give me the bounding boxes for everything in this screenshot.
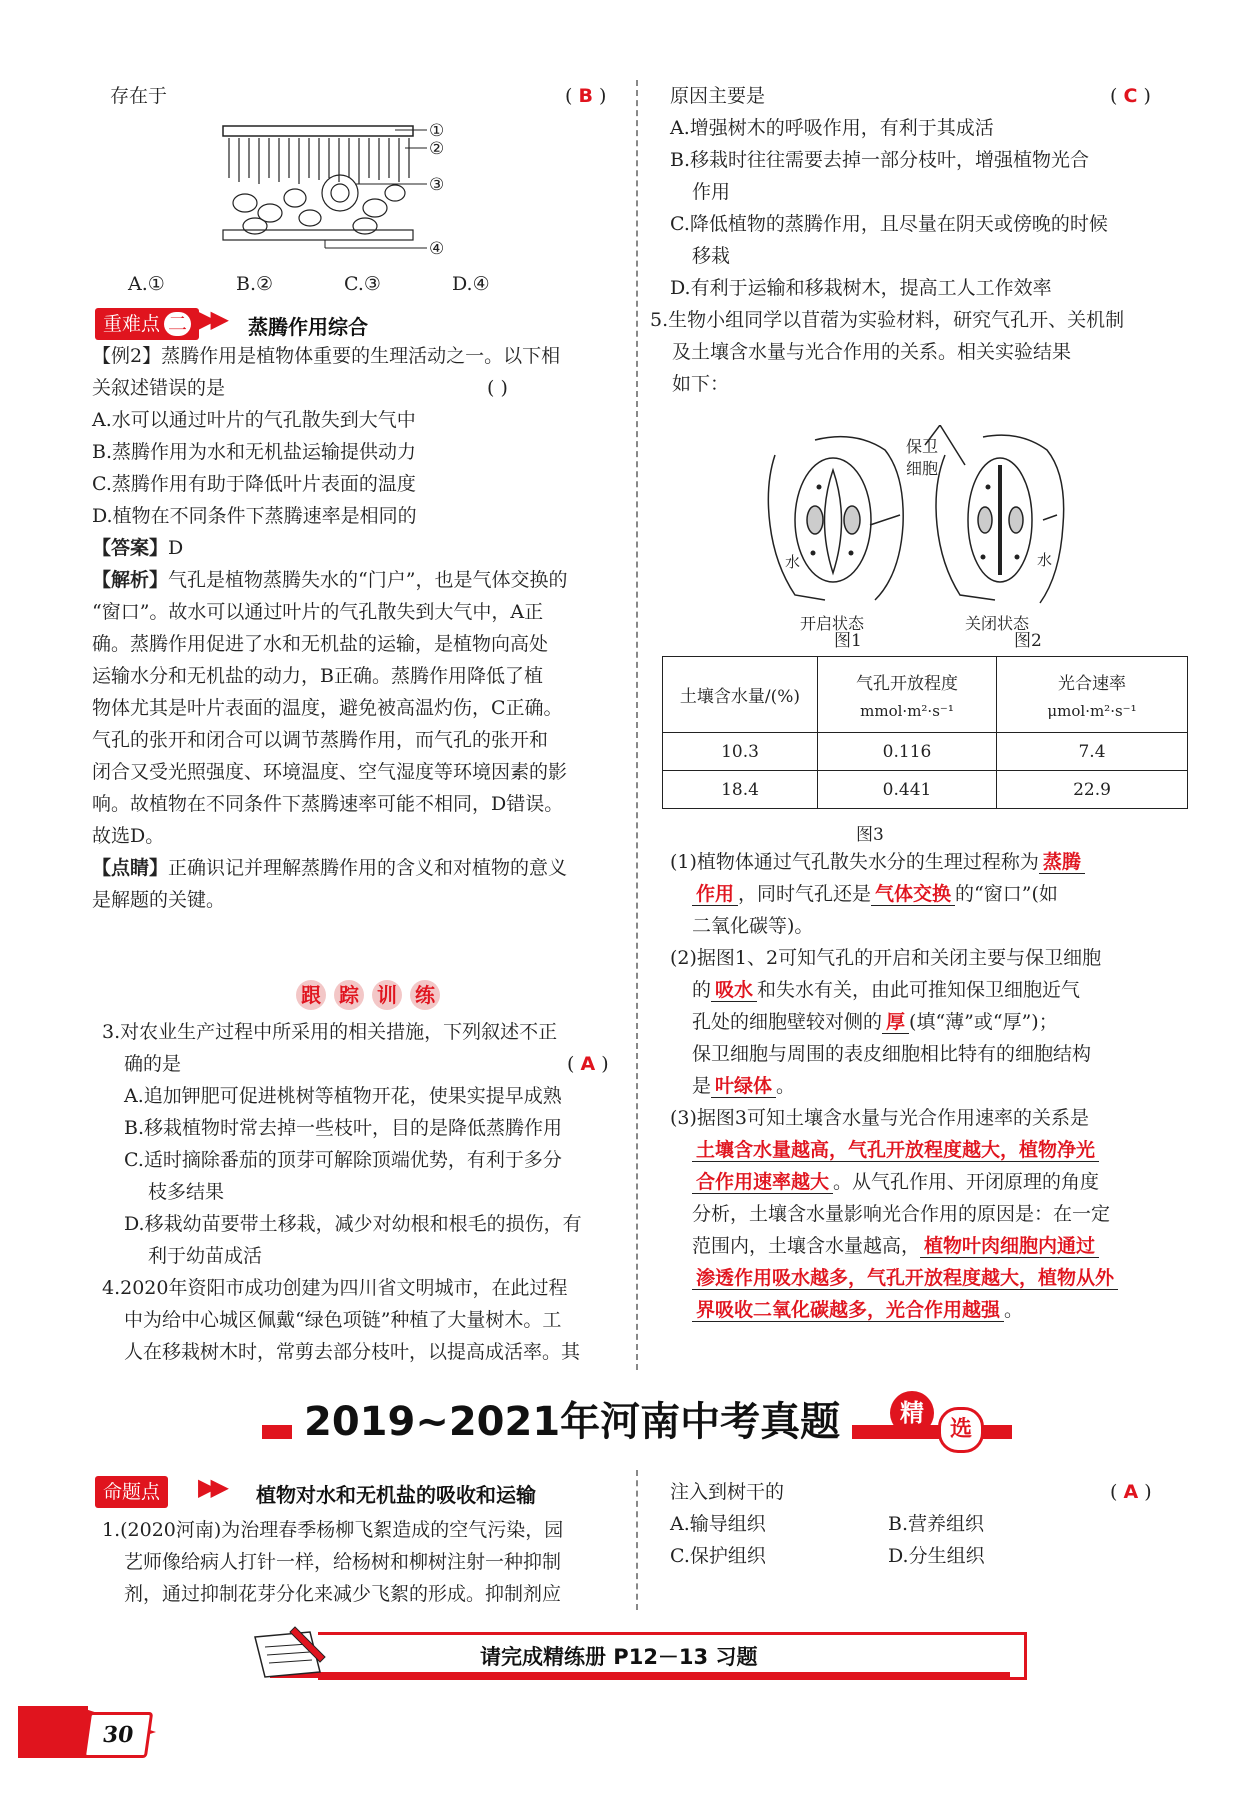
section-num-badge: 二 — [164, 312, 191, 336]
answer-blank: 厚 — [882, 1011, 909, 1034]
option-c: C.蒸腾作用有助于降低叶片表面的温度 — [92, 473, 416, 495]
sub-text: 。 — [1004, 1299, 1024, 1321]
answer-value: B — [578, 85, 593, 107]
practice-char: 踪 — [334, 980, 364, 1010]
answer-blank: 吸水 — [711, 979, 757, 1002]
answer-blank: 渗透作用吸水越多，气孔开放程度越大，植物从外 — [692, 1267, 1118, 1290]
option-a: A.输导组织 — [670, 1513, 766, 1535]
question-3 — [102, 1016, 632, 1272]
example-line: 关叙述错误的是 — [92, 377, 226, 399]
sub-text: 孔处的细胞壁较对侧的 — [692, 1011, 883, 1033]
analysis-line: 物体尤其是叶片表面的温度，避免被高温灼伤，C正确。 — [92, 697, 563, 719]
option-a: A.增强树木的呼吸作用，有利于其成活 — [670, 117, 994, 139]
banner-title: 2019~2021年河南中考真题 — [292, 1395, 852, 1449]
tip-line: 正确识记并理解蒸腾作用的含义和对植物的意义 — [168, 857, 568, 879]
diagram-label: ① — [429, 121, 445, 141]
practice-char: 练 — [410, 980, 440, 1010]
diagram-label: ③ — [429, 175, 445, 195]
column-divider — [636, 80, 638, 1370]
option-c: C.降低植物的蒸腾作用，且尽量在阴天或傍晚的时候 — [670, 213, 1108, 235]
question-line: 确的是 — [124, 1053, 182, 1075]
sub-text: (填“薄”或“厚”)； — [909, 1011, 1058, 1033]
q5-subquestions — [670, 846, 1200, 1326]
answer-paren: ( A ) — [567, 1053, 609, 1075]
option-c-cont: 枝多结果 — [148, 1181, 225, 1203]
question-line: 1.(2020河南)为治理春季杨柳飞絮造成的空气污染，园 — [102, 1519, 564, 1541]
water-label: 水 — [1037, 551, 1053, 569]
example-2 — [92, 340, 632, 916]
analysis-line: “窗口”。故水可以通过叶片的气孔散失到大气中，A正 — [92, 601, 544, 623]
sub-text: 的 — [692, 979, 712, 1001]
left-top — [110, 80, 630, 112]
analysis-line: 闭合又受光照强度、环境温度、空气湿度等环境因素的影 — [92, 761, 568, 783]
option-b-cont: 作用 — [692, 181, 731, 203]
table-header: 土壤含水量/(%) — [663, 657, 818, 733]
section-title: 蒸腾作用综合 — [248, 315, 368, 339]
table-cell: 10.3 — [663, 733, 818, 771]
sub-text: 范围内，土壤含水量越高， — [692, 1235, 921, 1257]
answer-paren: ( ) — [487, 377, 508, 399]
q-options — [128, 268, 628, 300]
question-tail: 存在于 — [110, 85, 168, 107]
table-cell: 7.4 — [997, 733, 1188, 771]
sub-text: (2)据图1、2可知气孔的开启和关闭主要与保卫细胞 — [670, 947, 1102, 969]
table-cell: 22.9 — [997, 771, 1188, 809]
question-1-cont — [670, 1476, 1190, 1572]
answer-blank: 界吸收二氧化碳越多，光合作用越强 — [692, 1299, 1004, 1322]
analysis-line: 气孔是植物蒸腾失水的“门户”，也是气体交换的 — [168, 569, 568, 591]
data-table — [662, 656, 1188, 809]
option-b: B.营养组织 — [888, 1513, 985, 1535]
section-tag: 命题点 — [95, 1476, 168, 1508]
diagram-label: ④ — [429, 239, 445, 259]
table-header: 光合速率 μmol·m²·s⁻¹ — [997, 657, 1188, 733]
practice-title — [296, 980, 440, 1010]
analysis-line: 响。故植物在不同条件下蒸腾速率可能不相同，D错误。 — [92, 793, 564, 815]
leaf-cross-section-diagram — [215, 118, 465, 268]
question-tail: 原因主要是 — [670, 85, 766, 107]
table-header: 气孔开放程度 mmol·m²·s⁻¹ — [818, 657, 997, 733]
table-cell: 18.4 — [663, 771, 818, 809]
analysis-line: 运输水分和无机盐的动力，B正确。蒸腾作用降低了植 — [92, 665, 543, 687]
answer-paren: ( B ) — [565, 85, 607, 107]
double-arrow-icon: ▶▶ — [198, 305, 223, 333]
figure-caption: 开启状态 — [800, 614, 865, 633]
banner-badge: 选 — [938, 1407, 984, 1453]
option-d-cont: 利于幼苗成活 — [148, 1245, 263, 1267]
answer-value: C — [1123, 85, 1138, 107]
table-unit: μmol·m²·s⁻¹ — [1047, 702, 1137, 720]
section-title: 植物对水和无机盐的吸收和运输 — [256, 1483, 536, 1507]
pencil-paper-icon — [250, 1622, 330, 1682]
question-line: 4.2020年资阳市成功创建为四川省文明城市，在此过程 — [102, 1277, 568, 1299]
answer-blank: 植物叶肉细胞内通过 — [920, 1235, 1099, 1258]
water-label: 水 — [785, 553, 801, 571]
table-cell: 0.441 — [818, 771, 997, 809]
question-line: 3.对农业生产过程中所采用的相关措施，下列叙述不正 — [102, 1021, 558, 1043]
option-b: B.移栽时往往需要去掉一部分枝叶，增强植物光合 — [670, 149, 1090, 171]
instruction-text: 请完成精练册 P12－13 习题 — [480, 1645, 758, 1669]
example-line: 【例2】蒸腾作用是植物体重要的生理活动之一。以下相 — [92, 345, 561, 367]
option-a: A.追加钾肥可促进桃树等植物开花，使果实提早成熟 — [124, 1085, 562, 1107]
instruction-red-strip — [270, 1672, 1010, 1678]
option-c: C.保护组织 — [670, 1545, 766, 1567]
figure-label: 图2 — [1014, 631, 1042, 651]
question-line: 剂，通过抑制花芽分化来减少飞絮的形成。抑制剂应 — [124, 1583, 562, 1605]
answer-value: A — [580, 1053, 596, 1075]
sub-text: 和失水有关，由此可推知保卫细胞近气 — [757, 979, 1081, 1001]
option-c-cont: 移栽 — [692, 245, 731, 267]
sub-text: 是 — [692, 1075, 712, 1097]
option-b: B.② — [236, 273, 274, 295]
banner — [262, 1395, 1012, 1453]
question-line: 中为给中心城区佩戴“绿色项链”种植了大量树木。工 — [124, 1309, 562, 1331]
page-number: 30 — [83, 1712, 153, 1758]
option-d: D.有利于运输和移栽树木，提高工人工作效率 — [670, 277, 1052, 299]
answer-blank: 气体交换 — [871, 883, 955, 906]
question-tail: 注入到树干的 — [670, 1481, 785, 1503]
tip-line: 是解题的关键。 — [92, 889, 226, 911]
answer-value: A — [1123, 1481, 1139, 1503]
answer-label: 【答案】 — [92, 537, 169, 559]
section-tag: 重难点 二 — [95, 308, 199, 340]
answer-blank: 合作用速率越大 — [692, 1171, 833, 1194]
analysis-line: 故选D。 — [92, 825, 165, 847]
figure-label: 图1 — [834, 631, 862, 651]
table-cell: 0.116 — [818, 733, 997, 771]
question-line: 5.生物小组同学以苜蓿为实验材料，研究气孔开、关机制 — [650, 309, 1125, 331]
option-c: C.③ — [344, 273, 381, 295]
practice-char: 跟 — [296, 980, 326, 1010]
table-row — [663, 771, 1188, 809]
question-4 — [102, 1272, 632, 1368]
sub-text: 二氧化碳等)。 — [692, 915, 814, 937]
figure-caption: 关闭状态 — [965, 614, 1030, 633]
option-a: A.水可以通过叶片的气孔散失到大气中 — [92, 409, 416, 431]
guard-cell-label: 保卫细胞 — [906, 437, 939, 478]
sub-text: 。从气孔作用、开闭原理的角度 — [833, 1171, 1100, 1193]
question-5 — [650, 304, 1195, 400]
sub-text: 保卫细胞与周围的表皮细胞相比特有的细胞结构 — [692, 1043, 1092, 1065]
sub-text: 。 — [776, 1075, 796, 1097]
question-1 — [102, 1514, 632, 1610]
answer-blank: 蒸腾 — [1039, 851, 1085, 874]
diagram-label: ② — [429, 139, 445, 159]
column-divider — [636, 1470, 638, 1610]
option-d: D.植物在不同条件下蒸腾速率是相同的 — [92, 505, 417, 527]
option-d: D.移栽幼苗要带土移栽，减少对幼根和根毛的损伤，有 — [124, 1213, 582, 1235]
analysis-label: 【解析】 — [92, 569, 169, 591]
question-line: 及土壤含水量与光合作用的关系。相关实验结果 — [672, 341, 1072, 363]
double-arrow-icon: ▶▶ — [198, 1473, 223, 1501]
sub-text: 的“窗口”(如 — [955, 883, 1058, 905]
answer-paren: ( C ) — [1110, 85, 1151, 107]
answer-blank: 叶绿体 — [711, 1075, 776, 1098]
option-b: B.蒸腾作用为水和无机盐运输提供动力 — [92, 441, 417, 463]
answer-blank: 作用 — [692, 883, 738, 906]
right-top — [670, 80, 1190, 304]
question-line: 如下： — [672, 373, 730, 395]
table-unit: mmol·m²·s⁻¹ — [860, 702, 954, 720]
figure-label: 图3 — [856, 825, 884, 845]
tip-label: 【点睛】 — [92, 857, 169, 879]
sub-text: (3)据图3可知土壤含水量与光合作用速率的关系是 — [670, 1107, 1090, 1129]
option-d: D.④ — [452, 273, 490, 295]
analysis-line: 确。蒸腾作用促进了水和无机盐的运输，是植物向高处 — [92, 633, 549, 655]
sub-text: (1)植物体通过气孔散失水分的生理过程称为 — [670, 851, 1039, 873]
banner-badge: 精 — [890, 1391, 934, 1435]
question-line: 人在移栽树木时，常剪去部分枝叶，以提高成活率。其 — [124, 1341, 581, 1363]
option-c: C.适时摘除番茄的顶芽可解除顶端优势，有利于多分 — [124, 1149, 562, 1171]
option-a: A.① — [128, 273, 165, 295]
option-d: D.分生组织 — [888, 1545, 985, 1567]
answer-paren: ( A ) — [1110, 1481, 1152, 1503]
answer-blank: 土壤含水量越高，气孔开放程度越大，植物净光 — [692, 1139, 1099, 1162]
answer-value: D — [168, 537, 184, 559]
sub-text: 分析，土壤含水量影响光合作用的原因是：在一定 — [692, 1203, 1111, 1225]
option-b: B.移栽植物时常去掉一些枝叶，目的是降低蒸腾作用 — [124, 1117, 563, 1139]
sub-text: ，同时气孔还是 — [738, 883, 872, 905]
question-line: 艺师像给病人打针一样，给杨树和柳树注射一种抑制 — [124, 1551, 562, 1573]
practice-char: 训 — [372, 980, 402, 1010]
table-row — [663, 733, 1188, 771]
analysis-line: 气孔的张开和闭合可以调节蒸腾作用，而气孔的张开和 — [92, 729, 549, 751]
